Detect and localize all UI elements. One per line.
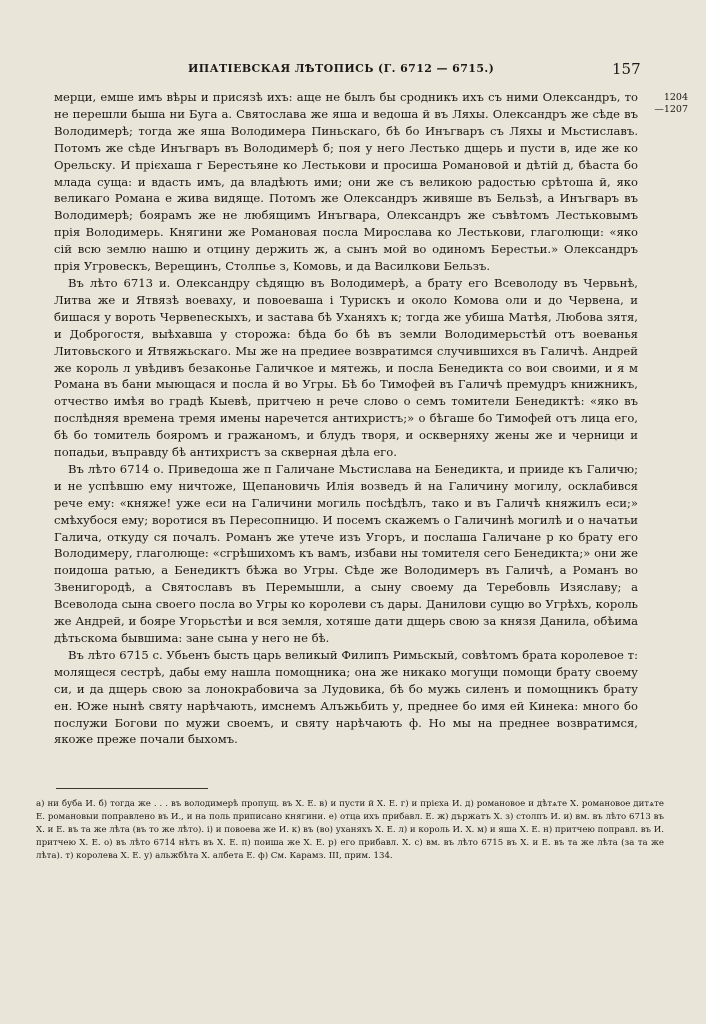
- margin-year-start: 1204: [663, 92, 688, 103]
- paragraph-year-6713: Въ лѣто 6713 и. Олександру сѣдящю въ Володимерѣ, а брату его Всеволоду въ Червьнѣ, Литва же и Ятвязѣ воеваху, и повоеваша і Турискъ и около Комова оли и до Червена, и бишася у вороть Червеnескыхъ, и застава бѣ Уханяхъ к; тогда же убиша Матѣя, Любова зятя, и Доброгостя, выѣхавша у сторожа: бѣда бо бѣ въ земли Володимерьстѣй отъ воеванья Литовьского и Ятвяжьскаго. Мы же на предиее возвратимся случившихся въ Галичѣ. Андрей же король л увѣдивъ безаконье Галичкое и мятежь, и посла Бенедикта со вои своими, и я м Романа въ бани мыющася и посла й во Угры. Бѣ бо Тимофей въ Галичѣ премудръ книжникъ, отчество имѣя во градѣ Кыевѣ, притчею н рече слово о семъ томители Бенедиктѣ: «яко въ послѣдняя времена тремя имены наречется антихристъ;» о бѣгаше бо Тимофей отъ лица его, бѣ бо томитель бояромъ и гражаномъ, и блудъ творя, и оскверняху жены же и черници и попадьи, въправду бѣ антихристъ за скверная дѣла его.: [54, 275, 638, 460]
- margin-year-range: [638, 92, 688, 116]
- running-head: [0, 60, 706, 80]
- footnote-divider: [56, 788, 208, 789]
- footnote-apparatus: а) ни буба И. б) тогда же . . . въ володимерѣ пропущ. въ Х. Е. в) и пусти й Х. Е. г) и прієха И. д) романовое и дѣтѧте Х. романовое дитѧте Е. романовыи поправлено въ И., и на поль приписано княгини. е) отца ихъ прибавл. Е. ж) държатъ Х. з) столпъ И. и) вм. въ лѣто 6713 въ Х. и Е. въ та же лѣта (въ то же лѣто). і) и повоева же И. к) въ (во) уханяхъ Х. Е. л) и король И. Х. м) и яша Х. Е. н) притчею поправл. въ И. притчею Х. Е. о) въ лѣто 6714 нѣтъ въ Х. Е. п) поиша же Х. Е. р) его прибавл. Х. с) вм. въ лѣто 6715 въ Х. и Е. въ та же лѣта (за та же лѣта). т) королева Х. Е. у) альжбѣта Х. албета Е. ф) См. Карамз. III, прим. 134.: [36, 799, 664, 862]
- footnotes: [36, 798, 664, 863]
- paragraph-year-6715: Въ лѣто 6715 с. Убьенъ бысть царь великый Филипъ Римьскый, совѣтомъ брата королевое т: молящеся сестрѣ, дабы ему нашла помощника; она же никако могущи помощи брату своему си, и да дщерь свою за лонокрабовича за Лудовика, бѣ бо мужь силенъ и помощникъ брату ен. Юже нынѣ святу нарѣчають, имснемъ Алъжьбить у, преднее бо имя ей Кинека: много бо послужи Богови по мужи своемъ, и святу нарѣчають ф. Но мы на преднее возвратимся, якоже преже почали быхомъ.: [54, 647, 638, 747]
- paragraph-continuation: мерци, емше имъ вѣры и присязѣ ихъ: аще не былъ бы сродникъ ихъ съ ними Олександръ, то не перешли быша ни Буга а. Святослава же яша и ведоша й въ Ляхы. Олександръ же сѣде въ Володимерѣ; тогда же яша Володимера Пиньскаго, бѣ бо Инъгваръ съ Ляхы и Мьстиславъ. Потомъ же сѣде Инъгваръ въ Володимерѣ б; поя у него Лестько дщерь и пусти в, иде же ко Орельску. И прієхаша г Берестьяне ко Лестькови и просиша Романовой и дѣтій д, бѣаста бо млада суща: и вдасть имъ, да владѣють ими; они же съ великою радостью срѣтоша й, яко великаго Романа е жива видяще. Потомъ же Олександръ живяше въ Бельзѣ, а Инъгваръ въ Володимерѣ; боярамъ же не любящимъ Инъгвара, Олександръ же съвѣтомъ Лестьковымъ прія Володимерь. Княгини же Романовая посла Мирослава ко Лестькови, глаголющи: «яко сій всю землю нашю и отцину держить ж, а сынъ мой во одиномъ Берестьи.» Олександръ прія Угровескъ, Верещинъ, Столпье з, Комовь, и да Василкови Бельзъ.: [54, 90, 638, 274]
- chronicle-body: [54, 89, 638, 748]
- paragraph-year-6714: Въ лѣто 6714 о. Приведоша же п Галичане Мьстислава на Бенедикта, и прииде къ Галичю; и не успѣвшю ему ничтоже, Щепановичь Илія возведъ й на Галичину могилу, осклабився рече ему: «княже! уже еси на Галичини могиль посѣдѣлъ, тако и въ Галичѣ княжилъ еси;» смѣхубося ему; воротися въ Пересопницю. И посемъ скажемъ о Галичинѣ могилѣ и о начатьи Галича, откуду ся почалъ. Романъ же утече изъ Угоръ, и послаша Галичане р ко брату его Володимеру, глаголюще: «сгрѣшихомъ къ вамъ, избави ны томителя сего Бенедикта;» они же поидоша ратью, а Бенедиктъ бѣжа во Угры. Сѣде же Володимеръ въ Галичѣ, а Романъ во Звенигородѣ, а Святославъ въ Перемышли, а сыну своему да Теребовль Изяславу; а Всеволода сына своего посла во Угры ко королеви съ дары. Данилови сущю во Угрѣхъ, король же Андрей, и бояре Угорьстѣи и вся земля, хотяше дати дщерь свою за князя Данила, обѣима дѣтьскома бывшима: зане сына у него не бѣ.: [54, 461, 638, 645]
- page-number: 157: [612, 60, 641, 78]
- running-head-title: ИПАТІЕВСКАЯ ЛѢТОПИСЬ (Г. 6712 — 6715.): [188, 62, 495, 75]
- margin-year-end: —1207: [654, 104, 688, 115]
